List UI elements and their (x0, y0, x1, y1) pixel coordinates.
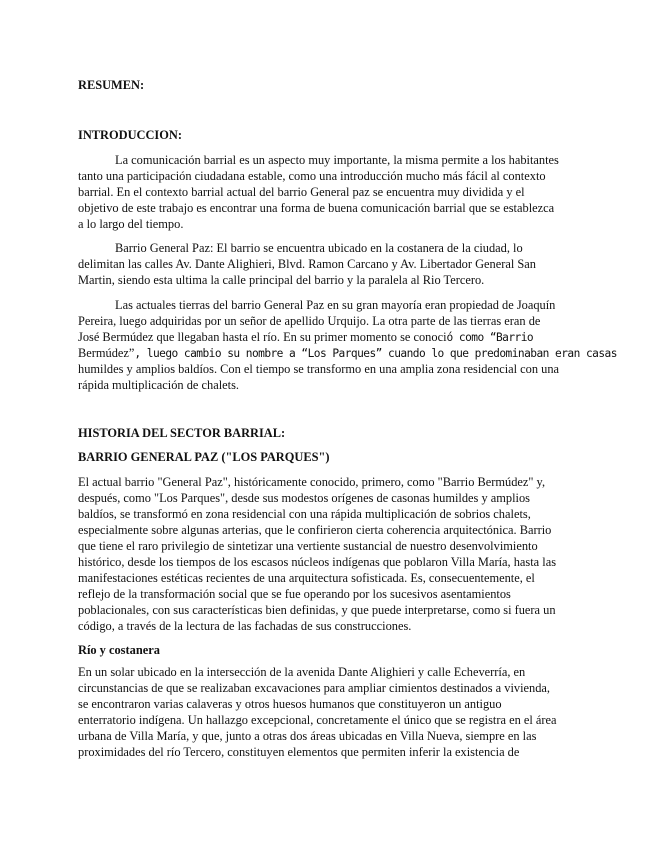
paragraph-line (78, 345, 617, 361)
paragraph-line: El actual barrio "General Paz", históricamente conocido, primero, como "Barrio Bermúdez" y, (78, 475, 546, 489)
paragraph-text-segment-alt-font: , luego cambio su nombre a “Los Parques” cuando lo que predominaban eran casas (134, 347, 617, 360)
paragraph-line: Pereira, luego adquiridas por un señor de apellido Urquijo. La otra parte de las tierras eran de (78, 314, 541, 328)
introduccion-heading: INTRODUCCION: (78, 128, 182, 142)
resumen-heading: RESUMEN: (78, 78, 145, 92)
paragraph-line: La comunicación barrial es un aspecto muy importante, la misma permite a los habitantes (115, 153, 559, 167)
intro-paragraph-3 (78, 297, 617, 393)
paragraph-line: histórico, desde los tiempos de los escasos núcleos indígenas que poblaron Villa María, hasta las (78, 555, 557, 569)
paragraph-line: enterratorio indígena. Un hallazgo excepcional, concretamente el único que se registra en el área (78, 713, 557, 727)
paragraph-line: En un solar ubicado en la intersección de la avenida Dante Alighieri y calle Echeverría, en (78, 665, 526, 679)
paragraph-line (78, 329, 580, 345)
paragraph-line: Barrio General Paz: El barrio se encuentra ubicado en la costanera de la ciudad, lo (115, 241, 523, 255)
paragraph-line: después, como "Los Parques", desde sus modestos orígenes de casonas humildes y amplios (78, 491, 530, 505)
paragraph-line: rápida multiplicación de chalets. (78, 378, 240, 392)
paragraph-line: poblacionales, con sus características bien definidas, y que puede interpretarse, como si fuera un (78, 603, 556, 617)
paragraph-line: objetivo de este trabajo es encontrar una forma de buena comunicación barrial que se establezca (78, 201, 555, 215)
paragraph-line: circunstancias de que se realizaban excavaciones para ampliar cimientos destinados a vivienda, (78, 681, 551, 695)
paragraph-text-segment: Bermúdez” (78, 346, 135, 360)
paragraph-line: humildes y amplios baldíos. Con el tiempo se transformo en una amplia zona residencial con una (78, 362, 560, 376)
paragraph-line: urbana de Villa María, y que, junto a otras dos áreas ubicadas en Villa Nueva, siempre en las (78, 729, 537, 743)
paragraph-text-segment: José Bermúdez que llegaban hasta el río. En su primer momento se conoci (78, 330, 447, 344)
paragraph-line: especialmente sobre algunas arterias, que le confirieron cierta coherencia arquitectónica. Barrio (78, 523, 552, 537)
historia-paragraph (78, 474, 580, 634)
paragraph-line: Martin, siendo esta ultima la calle principal del barrio y la paralela al Rio Tercero. (78, 273, 485, 287)
rio-paragraph (78, 664, 580, 760)
intro-paragraph-2 (78, 240, 580, 288)
paragraph-line: a lo largo del tiempo. (78, 217, 184, 231)
paragraph-line: delimitan las calles Av. Dante Alighieri, Blvd. Ramon Carcano y Av. Libertador General San (78, 257, 536, 271)
rio-heading: Río y costanera (78, 643, 160, 657)
historia-heading: HISTORIA DEL SECTOR BARRIAL: (78, 426, 286, 440)
paragraph-line: baldíos, se transformó en zona residencial con una rápida multiplicación de sobrios chalets, (78, 507, 531, 521)
paragraph-line: manifestaciones estéticas recientes de una arquitectura sofisticada. Es, consecuentemente, el (78, 571, 535, 585)
paragraph-line: proximidades del río Tercero, constituyen elementos que permiten inferir la existencia de (78, 745, 520, 759)
paragraph-line: se encontraron varias calaveras y otros huesos humanos que constituyeron un antiguo (78, 697, 502, 711)
paragraph-line: que tiene el raro privilegio de sintetizar una vertiente sustancial de nuestro desenvolvimiento (78, 539, 538, 553)
barrio-heading: BARRIO GENERAL PAZ ("LOS PARQUES") (78, 450, 330, 464)
paragraph-line: código, a través de la lectura de las fachadas de sus construcciones. (78, 619, 412, 633)
intro-paragraph-1 (78, 152, 580, 232)
paragraph-line: tanto una participación ciudadana estable, como una introducción mucho más fácil al contexto (78, 169, 546, 183)
paragraph-line: Las actuales tierras del barrio General Paz en su gran mayoría eran propiedad de Joaquín (115, 298, 556, 312)
paragraph-text-segment-alt-font: ó como “Barrio (446, 331, 534, 344)
paragraph-line: reflejo de la transformación social que se fue operando por los sucesivos asentamientos (78, 587, 511, 601)
paragraph-line: barrial. En el contexto barrial actual del barrio General paz se encuentra muy dividida y el (78, 185, 525, 199)
